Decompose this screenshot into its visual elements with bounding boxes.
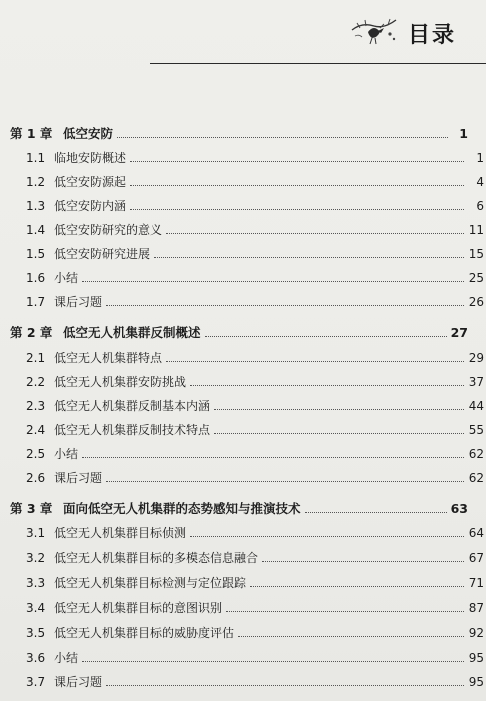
dot-leader	[130, 209, 464, 210]
dot-leader	[262, 561, 464, 562]
section-title: 低空无人机集群特点	[54, 351, 163, 365]
toc-section-3-1[interactable]	[0, 520, 486, 540]
toc-section-3-4[interactable]	[0, 595, 486, 615]
dot-leader	[82, 661, 464, 662]
page-number: 1	[476, 151, 484, 165]
section-number: 1.6	[26, 271, 46, 285]
toc-section-2-3[interactable]	[0, 393, 486, 413]
page-number: 27	[450, 325, 468, 340]
section-title: 小结	[54, 651, 79, 665]
dot-leader	[130, 185, 464, 186]
bird-branch-ornament-icon	[350, 12, 400, 48]
dot-leader	[214, 409, 464, 410]
section-title: 课后习题	[54, 471, 103, 485]
page-number: 71	[468, 576, 484, 590]
chapter-title: 低空安防	[63, 126, 114, 141]
dot-leader	[190, 536, 464, 537]
toc-section-1-2[interactable]	[0, 169, 486, 189]
toc-section-3-2[interactable]	[0, 545, 486, 565]
toc-section-2-2[interactable]	[0, 369, 486, 389]
page-number: 1	[459, 126, 468, 141]
section-number: 2.6	[26, 471, 46, 485]
section-number: 3.3	[26, 576, 46, 590]
toc-section-2-4[interactable]	[0, 417, 486, 437]
section-number: 1.7	[26, 295, 46, 309]
toc-section-1-1[interactable]	[0, 145, 486, 165]
section-number: 3.4	[26, 601, 46, 615]
section-title: 低空安防研究的意义	[54, 223, 163, 237]
chapter-number: 第 1 章	[10, 126, 53, 141]
section-number: 1.3	[26, 199, 46, 213]
page-number: 26	[468, 295, 484, 309]
section-title: 低空无人机集群反制基本内涵	[54, 399, 211, 413]
section-title: 临地安防概述	[54, 151, 127, 165]
dot-leader	[238, 636, 464, 637]
section-number: 2.5	[26, 447, 46, 461]
dot-leader	[130, 161, 464, 162]
section-number: 3.1	[26, 526, 46, 540]
toc-section-3-5[interactable]	[0, 620, 486, 640]
page-number: 44	[468, 399, 484, 413]
page-number: 62	[468, 447, 484, 461]
section-number: 1.4	[26, 223, 46, 237]
page-number: 37	[468, 375, 484, 389]
dot-leader	[190, 385, 464, 386]
section-title: 低空无人机集群目标检测与定位跟踪	[54, 576, 247, 590]
section-number: 2.4	[26, 423, 46, 437]
dot-leader	[205, 336, 447, 337]
section-title: 小结	[54, 447, 79, 461]
dot-leader	[166, 361, 464, 362]
toc-section-2-5[interactable]	[0, 441, 486, 461]
page-title: 目录	[408, 23, 457, 48]
page-number: 92	[468, 626, 484, 640]
dot-leader	[82, 281, 464, 282]
dot-leader	[106, 481, 464, 482]
dot-leader	[226, 611, 464, 612]
chapter-title: 低空无人机集群反制概述	[63, 325, 201, 340]
section-title: 小结	[54, 271, 79, 285]
section-title: 课后习题	[54, 675, 103, 689]
dot-leader	[106, 305, 464, 306]
page-number: 67	[468, 551, 484, 565]
section-title: 低空安防内涵	[54, 199, 127, 213]
section-title: 低空无人机集群目标的意图识别	[54, 601, 223, 615]
toc-section-2-1[interactable]	[0, 345, 486, 365]
title-divider	[150, 63, 486, 64]
toc-section-1-5[interactable]	[0, 241, 486, 261]
section-number: 3.5	[26, 626, 46, 640]
page-number: 95	[468, 651, 484, 665]
toc-chapter-2[interactable]	[0, 320, 486, 340]
toc-section-1-3[interactable]	[0, 193, 486, 213]
page-number: 55	[468, 423, 484, 437]
dot-leader	[82, 457, 464, 458]
dot-leader	[166, 233, 464, 234]
chapter-title: 面向低空无人机集群的态势感知与推演技术	[63, 501, 301, 516]
section-number: 1.1	[26, 151, 46, 165]
toc-section-1-7[interactable]	[0, 289, 486, 309]
page-number: 25	[468, 271, 484, 285]
page-number: 64	[468, 526, 484, 540]
section-title: 低空安防源起	[54, 175, 127, 189]
section-number: 2.1	[26, 351, 46, 365]
section-number: 3.6	[26, 651, 46, 665]
section-title: 低空无人机集群目标的威胁度评估	[54, 626, 235, 640]
section-title: 课后习题	[54, 295, 103, 309]
section-title: 低空无人机集群反制技术特点	[54, 423, 211, 437]
toc-chapter-3[interactable]	[0, 496, 486, 516]
toc-section-1-4[interactable]	[0, 217, 486, 237]
dot-leader	[250, 586, 464, 587]
dot-leader	[106, 685, 464, 686]
section-title: 低空安防研究进展	[54, 247, 151, 261]
page-number: 62	[468, 471, 484, 485]
section-number: 2.3	[26, 399, 46, 413]
dot-leader	[154, 257, 464, 258]
chapter-number: 第 2 章	[10, 325, 53, 340]
toc-section-3-3[interactable]	[0, 570, 486, 590]
page-number: 6	[476, 199, 484, 213]
page-number: 29	[468, 351, 484, 365]
toc-section-3-7[interactable]	[0, 669, 486, 689]
section-number: 1.5	[26, 247, 46, 261]
page-number: 63	[450, 501, 468, 516]
page-number: 11	[468, 223, 484, 237]
section-title: 低空无人机集群目标侦测	[54, 526, 187, 540]
page-number: 15	[468, 247, 484, 261]
section-number: 3.7	[26, 675, 46, 689]
dot-leader	[214, 433, 464, 434]
toc-section-1-6[interactable]	[0, 265, 486, 285]
page-number: 95	[468, 675, 484, 689]
section-number: 2.2	[26, 375, 46, 389]
toc-section-3-6[interactable]	[0, 645, 486, 665]
section-number: 1.2	[26, 175, 46, 189]
section-title: 低空无人机集群目标的多模态信息融合	[54, 551, 259, 565]
toc-section-2-6[interactable]	[0, 465, 486, 485]
section-title: 低空无人机集群安防挑战	[54, 375, 187, 389]
page-number: 87	[468, 601, 484, 615]
section-number: 3.2	[26, 551, 46, 565]
dot-leader	[117, 137, 448, 138]
page-number: 4	[476, 175, 484, 189]
dot-leader	[305, 512, 447, 513]
toc-chapter-1[interactable]	[0, 121, 486, 141]
chapter-number: 第 3 章	[10, 501, 53, 516]
